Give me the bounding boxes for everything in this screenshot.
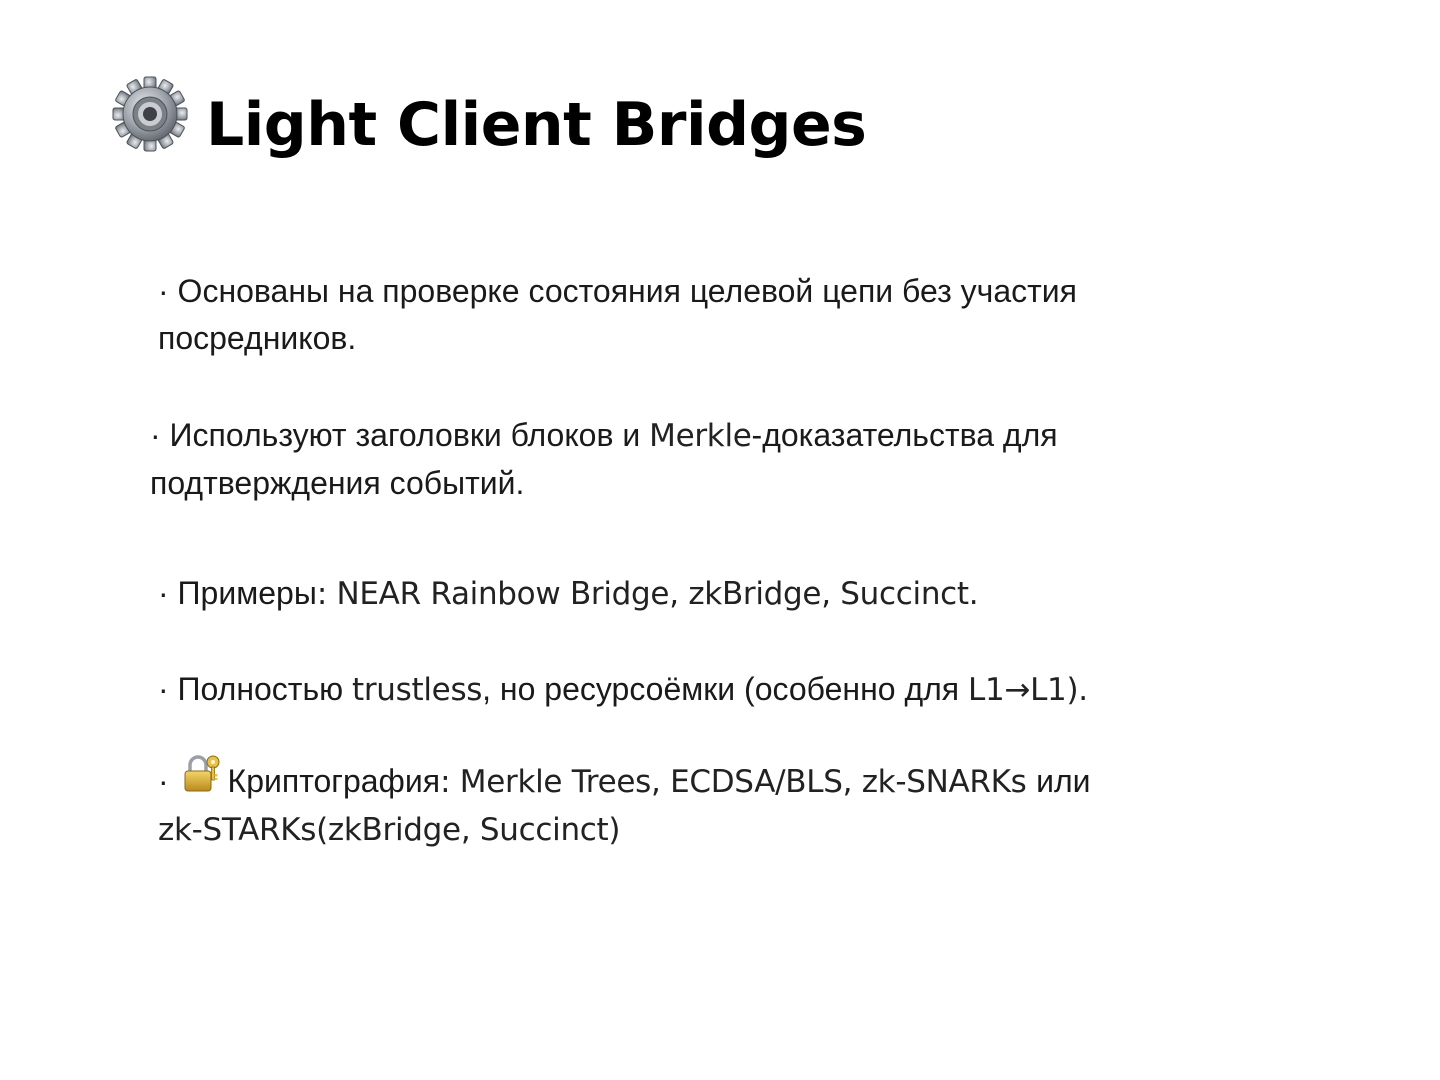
bullet-text: : Merkle Trees, ECDSA/BLS, zk-SNARKs bbox=[440, 764, 1037, 800]
bullet-intermediaries bbox=[158, 268, 1077, 362]
bullet-text: , но ресурсоёмки (особенно для bbox=[482, 671, 968, 707]
bullet-text: посредников. bbox=[158, 320, 357, 356]
bullet-dot: · bbox=[158, 273, 169, 309]
title-row bbox=[112, 70, 866, 180]
bullet-trustless bbox=[158, 666, 1088, 714]
bullet-text: zk-STARKs(zkBridge, Succinct) bbox=[158, 812, 621, 848]
bullet-dot: · bbox=[158, 671, 169, 707]
bullet-text: -доказательства для bbox=[751, 417, 1058, 453]
bullet-text: подтверждения событий. bbox=[150, 465, 525, 501]
bullet-dot: · bbox=[150, 417, 161, 453]
gear-icon bbox=[112, 76, 188, 152]
bullet-text: Используют заголовки блоков и bbox=[160, 417, 650, 453]
bullet-dot: · bbox=[158, 575, 169, 611]
bullet-text: Полностью bbox=[168, 671, 352, 707]
bullet-cryptography bbox=[158, 754, 1091, 854]
bullet-examples bbox=[158, 570, 978, 618]
bullet-line bbox=[158, 315, 1077, 362]
bullet-term: trustless bbox=[352, 672, 483, 708]
bullet-text: : NEAR Rainbow Bridge, zkBridge, Succinct. bbox=[316, 576, 979, 612]
bullet-line bbox=[150, 412, 1058, 460]
bullet-label: Примеры bbox=[168, 575, 317, 611]
bullet-label: Криптография bbox=[227, 763, 441, 799]
slide-title: Light Client Bridges bbox=[206, 90, 867, 160]
bullet-dot: · bbox=[158, 763, 169, 799]
bullet-line bbox=[158, 268, 1077, 315]
bullet-term: Merkle bbox=[649, 418, 752, 454]
bullet-line bbox=[158, 754, 1091, 806]
bullet-line bbox=[158, 806, 1091, 854]
lock-key-icon bbox=[182, 754, 222, 794]
bullet-text: Основаны на проверке состояния целевой цепи без участия bbox=[168, 273, 1077, 309]
bullet-line bbox=[150, 460, 1058, 507]
bullet-text: или bbox=[1036, 763, 1091, 799]
bullet-block-headers bbox=[150, 412, 1058, 507]
bullet-term: L1→L1). bbox=[968, 672, 1088, 708]
